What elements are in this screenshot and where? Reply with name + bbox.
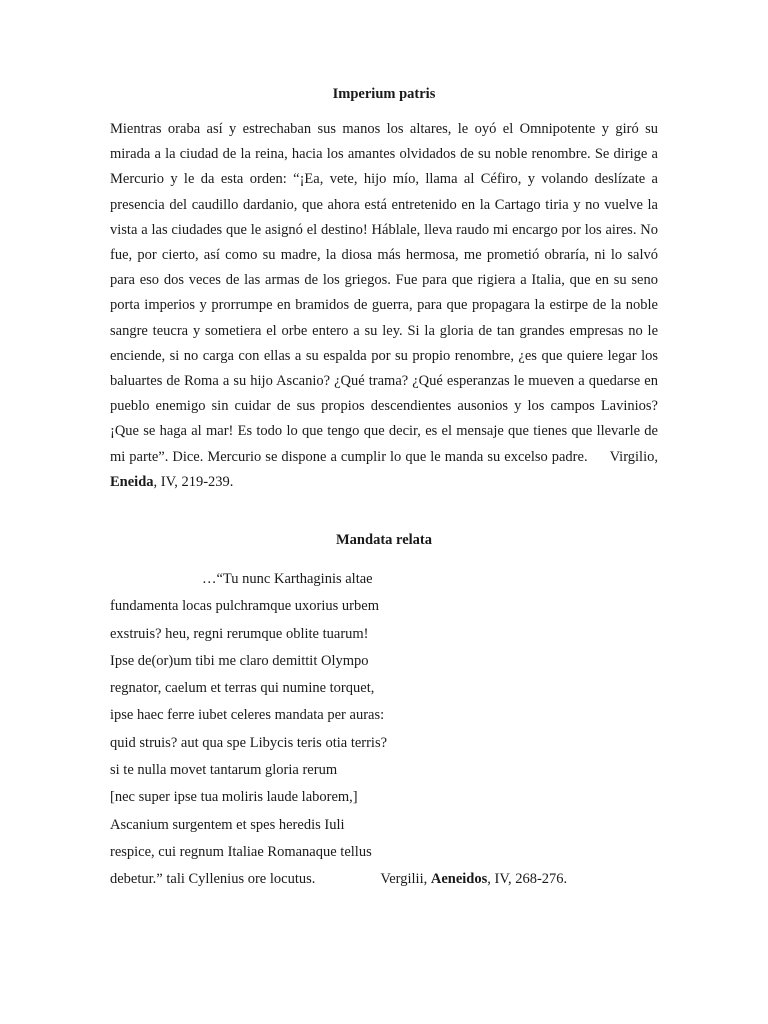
citation-ref: , IV, 268-276. — [487, 871, 568, 888]
verse-last-line — [110, 866, 670, 893]
verse-line: exstruis? heu, regni rerumque oblite tuarum! — [110, 625, 369, 642]
verse-line: debetur.” tali Cyllenius ore locutus. — [110, 871, 316, 888]
section-title-imperium-patris: Imperium patris — [332, 86, 436, 102]
verse-line: fundamenta locas pulchramque uxorius urbem — [110, 598, 379, 615]
verse-line: Ipse de(or)um tibi me claro demittit Olympo — [110, 652, 369, 669]
citation-ref: , IV, 219-239. — [153, 473, 234, 490]
verse-line: si te nulla movet tantarum gloria rerum — [110, 762, 338, 779]
verse-block — [110, 566, 670, 894]
verse-line: [nec super ipse tua moliris laude laborem,] — [110, 789, 358, 806]
section-title-mandata-relata: Mandata relata — [336, 532, 432, 548]
verse-line: regnator, caelum et terras qui numine torquet, — [110, 680, 375, 697]
verse-line: respice, cui regnum Italiae Romanaque tellus — [110, 843, 372, 860]
verse-line: …“Tu nunc Karthaginis altae — [202, 571, 373, 587]
verse-line: quid struis? aut qua spe Libycis teris otia terris? — [110, 734, 388, 751]
citation-author: Virgilio, — [609, 448, 658, 465]
verse-line: ipse haec ferre iubet celeres mandata per auras: — [110, 707, 385, 724]
verse-citation — [380, 871, 567, 887]
citation-work: Eneida — [110, 473, 154, 490]
prose-body: Mientras oraba así y estrechaban sus manos los altares, le oyó el Omnipotente y giró su mirada a la ciudad de la reina, hacia los amantes olvidados de su noble renombre. Se dirige a Mercurio y le da esta orden: “¡Ea, vete, hijo mío, llama al Céfiro, y volando deslízate a presencia del caudillo dardanio, que ahora está entretenido en la Cartago tiria y no vuelve la vista a las ciudades que le asignó el destino! Háblale, lleva raudo mi encargo por los aires. No fue, por cierto, así como su madre, la diosa más hermosa, me prometió obraría, ni lo salvó para eso dos veces de las armas de los griegos. Fue para que rigiera a Italia, que en su seno porta imperios y prorrumpe en bramidos de guerra, para que propagara la estirpe de la noble sangre teucra y sometiera el orbe entero a su ley. Si la gloria de tan grandes empresas no le enciende, si no carga con ellas a su espalda por su propio renombre, ¿es que quiere legar los baluartes de Roma a su hijo Ascanio? ¿Qué trama? ¿Qué esperanzas le mueven a quedarse en pueblo enemigo sin cuidar de sus propios descendientes ausonios y los campos Lavinios? ¡Que se haga al mar! Es todo lo que tengo que decir, es el mensaje que tienes que llevarle de mi parte”. Dice. Mercurio se dispone a cumplir lo que le manda su excelso padre. — [110, 121, 658, 465]
citation-work: Aeneidos — [430, 871, 488, 888]
prose-paragraph — [110, 117, 658, 495]
citation-author: Vergilii, — [380, 871, 428, 888]
verse-line: Ascanium surgentem et spes heredis Iuli — [110, 816, 345, 833]
